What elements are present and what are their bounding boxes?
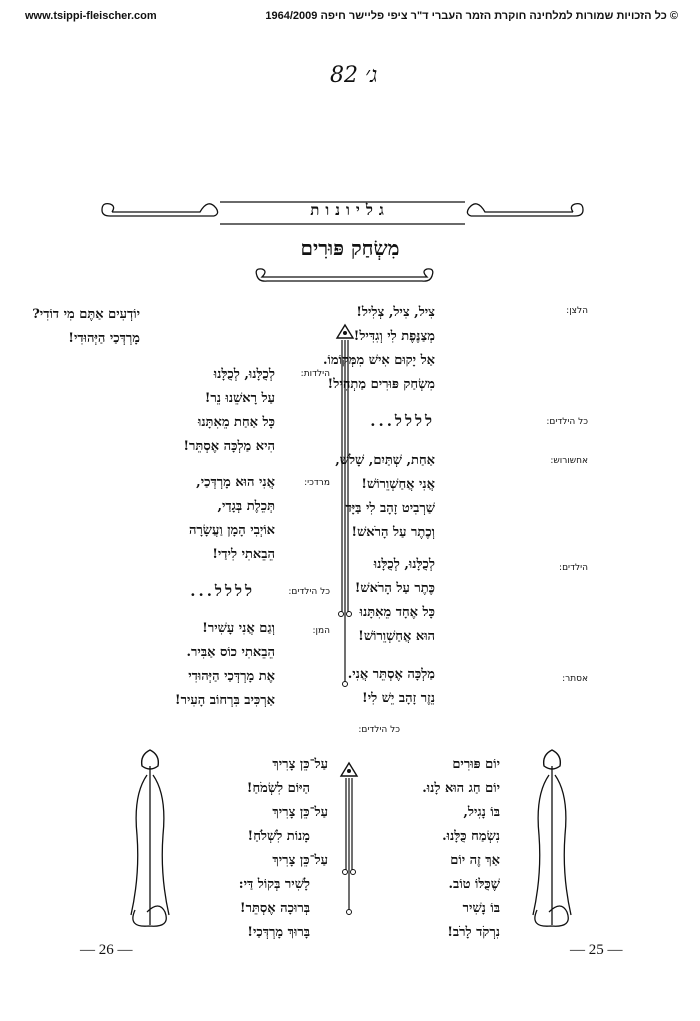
verse-line: עַל רָאשֵׁנוּ נֵר! bbox=[204, 391, 275, 406]
verse-line: אַרְכִּיב בִּרְחוֹב הָעִיר! bbox=[174, 693, 275, 708]
chorus-center-ornament bbox=[338, 760, 360, 920]
chorus-line: עַל־כֵּן צָרִיךְ bbox=[272, 757, 328, 772]
verse-line: מְצַנֶּפֶת לִי וְגִדִּיל! bbox=[353, 329, 435, 344]
verse-line: נֵזֶר זָהָב יֵשׁ לִי! bbox=[362, 691, 435, 706]
chorus-lalala-2: לללל... bbox=[190, 582, 255, 600]
verse-line: הֵבֵאתִי לִידַי! bbox=[212, 547, 275, 562]
speaker-jester: הלצן: bbox=[566, 306, 588, 316]
chorus-line: נִרְקֹד לָרֹב! bbox=[447, 925, 500, 940]
verse-line: אֲנִי הוּא מָרְדְּכַי, bbox=[196, 475, 275, 490]
verse-line: כָּל אֶחָד מֵאִתָּנוּ bbox=[359, 605, 435, 620]
subtitle-ornament bbox=[252, 266, 437, 286]
chorus-line: יוֹם פּוּרִים bbox=[452, 757, 500, 772]
verse-line: צִיל, צִיל, צְלִיל! bbox=[356, 305, 435, 320]
chorus-line: עַל־כֵּן צָרִיךְ bbox=[272, 805, 328, 820]
speaker-all-children-2: כל הילדים: bbox=[288, 587, 330, 597]
verse-line: שַׁרְבִיט זָהָב לִי בַּיָּד bbox=[345, 501, 435, 516]
verse-line: הֵבֵאתִי כוֹס אַבִּיר. bbox=[186, 645, 275, 660]
chorus-line: בּוֹ נָגִיל, bbox=[463, 805, 500, 820]
page-number-right: — 25 — bbox=[570, 942, 623, 958]
speaker-all-children: כל הילדים: bbox=[546, 417, 588, 427]
verse-line: מִשְׂחַק פּוּרִים מַתְחִיל! bbox=[327, 377, 435, 392]
page-number-left: — 26 — bbox=[80, 942, 133, 958]
speaker-haman: המן: bbox=[312, 626, 330, 636]
speaker-ahasuerus: אחשורוש: bbox=[550, 456, 588, 466]
verse-line: מָרְדְּכַי הַיְּהוּדִי! bbox=[68, 331, 140, 346]
chorus-line: בְּרוּכָה אֶסְתֵּר! bbox=[239, 901, 310, 916]
speaker-esther: אסתר: bbox=[562, 674, 588, 684]
verse-line: אֲנִי אֲחַשְׁוֵרוֹשׁ! bbox=[361, 477, 435, 492]
speaker-mordecai: מרדכי: bbox=[304, 478, 330, 488]
chorus-lalala: לללל... bbox=[370, 412, 435, 430]
verse-line: מַלְכָּה אֶסְתֵּר אֲנִי. bbox=[347, 667, 435, 682]
chorus-line: בָּרוּךְ מָרְדְּכַי! bbox=[247, 925, 310, 940]
verse-line: הִיא מַלְכָּה אֶסְתֵּר! bbox=[183, 439, 275, 454]
speaker-children: הילדים: bbox=[559, 563, 588, 573]
chorus-speaker-label: כל הילדים: bbox=[358, 725, 400, 735]
verse-line: יוֹדְעִים אַתֶּם מִי דוֹדִי? bbox=[32, 307, 140, 322]
page-title: מִשְׂחַק פּוּרִים bbox=[300, 236, 400, 260]
right-flower-ornament bbox=[527, 745, 577, 935]
verse-line: כֶּתֶר עַל הָרֹאשׁ! bbox=[354, 581, 435, 596]
chorus-line: הַיּוֹם לִשְׂמֹחַ! bbox=[246, 781, 310, 796]
chorus-line: עַל־כֵּן צָרִיךְ bbox=[272, 853, 328, 868]
verse-line: אַל יָקוּם אִישׁ מִמְּקוֹמוֹ. bbox=[322, 353, 435, 368]
chorus-line: מָנוֹת לִשְׁלֹחַ! bbox=[247, 829, 310, 844]
site-url: www.tsippi-fleischer.com bbox=[25, 10, 157, 22]
handwritten-page-note: ג׳ 82 bbox=[330, 63, 378, 88]
chorus-line: נִשְׂמַח כֻּלָּנוּ. bbox=[442, 829, 500, 844]
chorus-line: אַךְ זֶה יוֹם bbox=[450, 853, 500, 868]
speaker-girls: הילדות: bbox=[300, 369, 330, 379]
chorus-line: יוֹם חַג הוּא לָנוּ. bbox=[422, 781, 500, 796]
chorus-line: בּוֹ נָשִׁיר bbox=[462, 901, 500, 916]
verse-line: וְכֶתֶר עַל הָרֹאשׁ! bbox=[351, 525, 435, 540]
chorus-line: לָשִׁיר בְּקוֹל דַּי: bbox=[238, 877, 310, 892]
verse-line: אוֹיְבִי הָמָן וַעֲשָׂרָה bbox=[188, 523, 275, 538]
running-title: גליונות bbox=[310, 201, 390, 219]
verse-line: כָּל אַחַת מֵאִתָּנוּ bbox=[198, 415, 275, 430]
left-flower-ornament bbox=[125, 745, 175, 935]
verse-line: וְגַם אֲנִי עָשִׁיר! bbox=[202, 621, 275, 636]
chorus-line: שֶׁכֻּלּוֹ טוֹב. bbox=[448, 877, 500, 892]
verse-line: הוּא אֲחַשְׁוֵרוֹשׁ! bbox=[358, 629, 435, 644]
verse-line: תְּכֵלֶת בְּגָדַי, bbox=[217, 499, 275, 514]
copyright-notice: © כל הזכויות שמורות למלחינה חוקרת הזמר העברי ד"ר ציפי פליישר חיפה 1964/2009 bbox=[265, 10, 678, 22]
verse-line: אַחַת, שְׁתַּיִם, שָׁלֹשׁ, bbox=[335, 453, 435, 468]
verse-line: לְכֻלָּנוּ, לְכֻלָּנוּ bbox=[213, 367, 275, 382]
verse-line: לְכֻלָּנוּ, לְכֻלָּנוּ bbox=[373, 557, 435, 572]
verse-line: אֶת מָרְדְּכַי הַיְּהוּדִי bbox=[188, 669, 275, 684]
